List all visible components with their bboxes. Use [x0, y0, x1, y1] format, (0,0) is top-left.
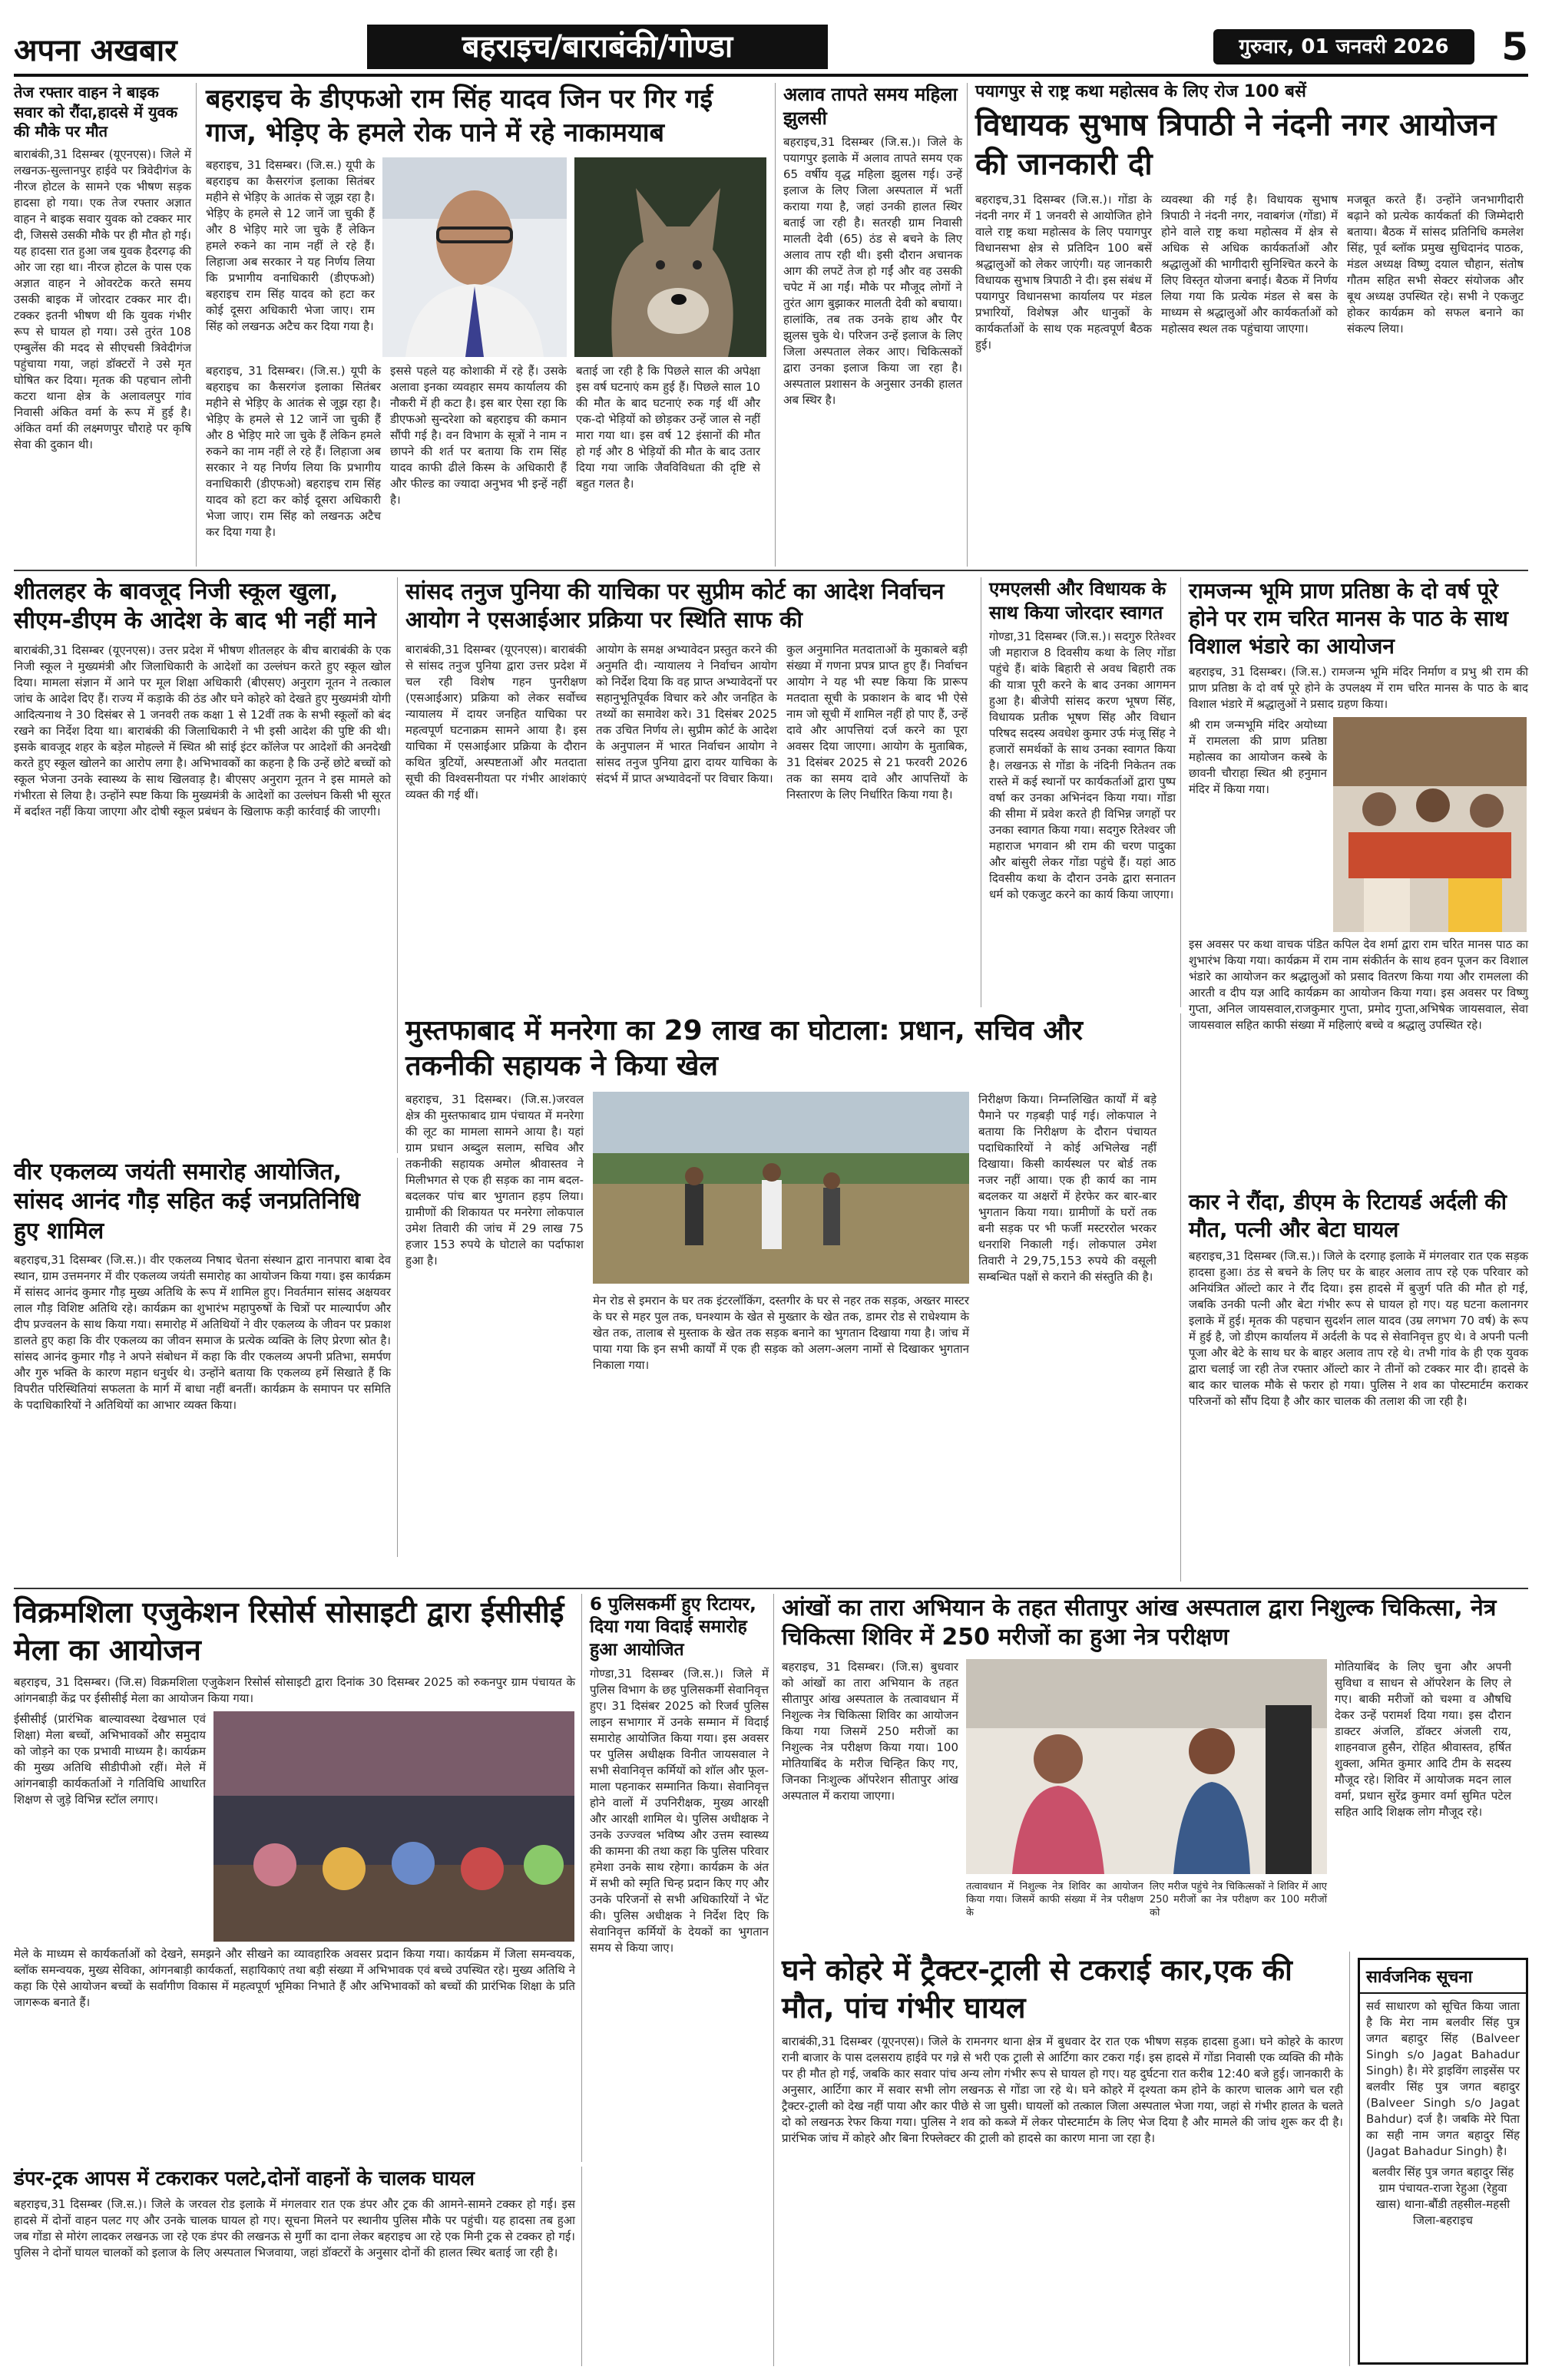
headline: घने कोहरे में ट्रैक्टर-ट्राली से टकराई कार,एक की मौत, पांच गंभीर घायल [782, 1953, 1292, 2025]
bhandara-photo [1333, 717, 1527, 932]
body-col-2: मोतियाबिंद के लिए चुना और अपनी सुविधा व साधन से ऑपरेशन के लिए ले गए। बाकी मरीजों को चश्मा व औषधि देकर उन्हें परामर्श दिया गया। इस दौरान डाक्टर अंजलि, डॉक्टर अंजली राय, शाहनवाज हुसैन, रोहित श्रीवास्तव, हर्षित शुक्ला, अमित कुमार आदि टीम के सदस्य मौजूद रहे। शिविर में आयोजक मदन लाल वर्मा, प्रधान सुरेंद्र कुमार वर्मा सुमित पटेल सहित आदि शिक्षक लोग मौजूद रहे। [1335, 1659, 1511, 1819]
notice-body: सर्व साधारण को सूचित किया जाता है कि मेरा नाम बलवीर सिंह पुत्र जगत बहादुर सिंह (Balveer Singh s/o Jagat Bahadur Singh) है। मेरे ड्राइविंग लाइसेंस पर बलवीर सिंह पुत्र जगत बहादुर (Balveer Singh s/o Jagat Bahdur) दर्ज है। जबकि मेरे पिता का सही नाम जगत बहादुर सिंह (Jagat Bahadur Singh) है। [1366, 1999, 1520, 2158]
photo-caption-left: तत्वावधान में निशुल्क नेत्र शिविर का आयोजन किया गया। जिसमें काफी संख्या में नेत्र परीक्षण के [966, 1880, 1143, 1919]
body-col-3: बताई जा रही है कि पिछले साल की अपेक्षा इस वर्ष घटनाएं कम हुई हैं। पिछले साल 10 की मौत के बाद घटनाएं रुक गई थीं और एक-दो भेड़ियों को छोड़कर उन्हें जाल से नहीं मारा गया था। इस वर्ष 12 इंसानों की मौत हो गई और 8 भेड़ियों की मौत के बाद उतार दिया गया जाकि जैवविविधता की दृष्टि से बहुत गलत है। [576, 364, 760, 491]
headline: विक्रमशिला एजुकेशन रिसोर्स सोसाइटी द्वारा ईसीसीई मेला का आयोजन [14, 1595, 564, 1667]
headline: शीतलहर के बावजूद निजी स्कूल खुला, सीएम-डीएम के आदेश के बाद भी नहीं माने [14, 578, 376, 635]
story-rashtra-katha [975, 83, 1528, 567]
headline: बहराइच के डीएफओ राम सिंह यादव जिन पर गिर गई गाज, भेड़िए के हमले रोक पाने में रहे नाकामयाब [206, 84, 713, 148]
body-col-2: आयोग के समक्ष अभ्यावेदन प्रस्तुत करने की अनुमति दी। न्यायालय ने निर्वाचन आयोग को निर्देश दिया कि वह प्राप्त अभ्यावेदनों पर सहानुभूतिपूर्वक विचार करे और जनहित के तथ्यों का समावेश करे। 31 दिसंबर 2025 तक उचित निर्णय ले। सुप्रीम कोर्ट के आदेश के अनुपालन में भारत निर्वाचन आयोग ने सांसद तनुज पुनिया द्वारा दायर याचिका के संदर्भ में प्राप्त अभ्यावेदनों पर विचार किया। [596, 643, 777, 786]
wolf-photo [574, 157, 766, 357]
side-text: ईसीसीई (प्रारंभिक बाल्यावस्था देखभाल एवं शिक्षा) मेला बच्चों, अभिभावकों और समुदाय को जोड़ने का एक प्रभावी माध्यम है। कार्यक्रम की मुख्य अतिथि सीडीपीओ रहीं। मेले में आंगनबाड़ी कार्यकर्ताओं ने गतिविधि आधारित शिक्षण से जुड़े विभिन्न स्टॉल लगाए। [14, 1712, 206, 1807]
masthead [14, 25, 1528, 71]
newspaper-name: अपना अखबार [14, 33, 177, 68]
masthead-rule [14, 74, 1528, 77]
body-col-3: मजबूत करते हैं। उन्होंने जनभागीदारी बढ़ाने को प्रत्येक कार्यकर्ता की जिम्मेदारी बताया। बैठक में सांसद प्रतिनिधि कमलेश सिंह, पूर्व ब्लॉक प्रमुख सुधिदानंद पाठक, मंडल अध्यक्ष विष्णु दयाल चौहान, संतोष गौतम सहित सभी सेक्टर संयोजक और बूथ अध्यक्ष उपस्थित रहे। सभी ने एकजुट होकर कार्यक्रम को सफल बनाने का संकल्प लिया। [1347, 193, 1524, 336]
divider [14, 1588, 1528, 1589]
story-retired-orderly [1189, 1188, 1528, 1572]
side-text: श्री राम जन्मभूमि मंदिर अयोध्या में रामलला की प्राण प्रतिष्ठा महोत्सव का आयोजन कस्बे के छावनी चौराहा स्थित श्री हनुमान मंदिर में किया गया। [1189, 718, 1327, 797]
body: बाराबंकी,31 दिसम्बर (यूएनएस)। जिले के रामनगर थाना क्षेत्र में बुधवार देर रात एक भीषण सड़क हादसा हुआ। घने कोहरे के कारण रानी बाजार के पास दलसराय हाईवे पर गन्ने से भरी एक ट्राली से आर्टिगा कार टकरा गई। इस हादसे में गोंडा निवासी एक व्यक्ति की मौके पर ही मौत हो गई, जबकि कार सवार पांच अन्य लोग गंभीर रूप से घायल हो गए। यह दुर्घटना रात करीब 12:40 बजे हुई। जानकारी के अनुसार, आर्टिगा कार में सवार सभी लोग लखनऊ से गोंडा जा रहे थे। घने कोहरे में दृश्यता कम होने के कारण चालक आगे चल रही ट्रैक्टर-ट्राली को देख नहीं पाया और कार पीछे से जा घुसी। घायलों को तत्काल जिला अस्पताल भेजा गया, जहां से गंभीर हालत के चलते दो को लखनऊ रेफर किया गया। पुलिस ने शव को कब्जे में लेकर पोस्टमार्टम के लिए भेज दिया है और मामले की जांच शुरू कर दी है। प्रारंभिक जांच में कोहरे और बिना रिफ्लेक्टर की ट्राली को हादसे का कारण माना जा रहा है। [782, 2035, 1343, 2146]
story-police-retire [590, 1594, 774, 2366]
headline: अलाव तापते समय महिला झुलसी [783, 84, 958, 129]
photo-caption-right: लिए मरीज पहुंचे नेत्र चिकित्सकों ने शिविर में आए 250 मरीजों का नेत्र परीक्षण कर 100 मरीजों को [1150, 1880, 1327, 1919]
rest: मेले के माध्यम से कार्यकर्ताओं को देखने, समझने और सीखने का व्यावहारिक अवसर प्रदान किया गया। कार्यक्रम में जिला समन्वयक, ब्लॉक समन्वयक, मुख्य सेविका, आंगनबाड़ी कार्यकर्ता, सहायिकाएं तथा बड़ी संख्या में अभिभावक एवं बच्चे उपस्थित रहे। मुख्य अतिथि ने कहा कि ऐसे आयोजन बच्चों के सर्वांगीण विकास में महत्वपूर्ण भूमिका निभाते हैं और अभिभावकों को बच्चों की प्रारंभिक शिक्षा के प्रति जागरूक बनाते हैं। [14, 1947, 575, 2010]
headline: डंपर-ट्रक आपस में टकराकर पलटे,दोनों वाहनों के चालक घायल [14, 2167, 475, 2190]
body-col-1: बहराइच, 31 दिसम्बर। (जि.स) बुधवार को आंखों का तारा अभियान के तहत सीतापुर आंख अस्पताल के तत्वावधान में निशुल्क नेत्र चिकित्सा शिविर का आयोजन किया गया जिसमें 250 मरीजों का निशुल्क नेत्र परीक्षण किया गया। 100 मोतियाबिंद के मरीज चिन्हित किए गए, जिनका निःशुल्क ऑपरेशन सीतापुर आंख अस्पताल में कराया जाएगा। [782, 1659, 958, 1803]
story-bike-accident [14, 83, 197, 567]
body-col-2: इससे पहले यह कोशाकी में रहे हैं। उसके अलावा इनका व्यवहार समय कार्यालय की नौकरी में ही कटा है। इस बार ऐसा रहा कि डीएफओ सुन्दरेशा को बहराइच की कमान सौंपी गई है। वन विभाग के सूत्रों ने नाम न छापने की शर्त पर बताया कि राम सिंह यादव काफी ढीले किस्म के अधिकारी हैं और फील्ड का ज्यादा अनुभव भी इन्हें नहीं है। [390, 364, 567, 507]
body: गोण्डा,31 दिसम्बर (जि.स.)। सदगुरु रितेश्वर जी महाराज 8 दिवसीय कथा के लिए गोंडा पहुंचे हैं। बांके बिहारी से अवध बिहारी तक की यात्रा पूरी करने के बाद उनका आगमन हुआ है। बीजेपी सांसद करण भूषण सिंह, विधायक प्रतीक भूषण सिंह और विधान परिषद सदस्य अवधेश कुमार उर्फ मंजू सिंह ने हजारों समर्थकों के साथ उनका स्वागत किया है। लखनऊ से गोंडा के नंदिनी निकेतन तक रास्ते में कई स्थानों पर कार्यकर्ताओं द्वारा पुष्प वर्षा कर उनका अभिनंदन किया गया। गोंडा की सीमा में प्रवेश करते ही विभिन्न जगहों पर उनका स्वागत किया गया। सदगुरु रितेश्वर जी महाराज भगवान श्री राम की चरण पादुका और बांसुरी लेकर गोंडा पहुंचे हैं। यहां आठ दिवसीय कथा के दौरान उनके द्वारा सनातन धर्म को एकजुट करने का कार्य किया जाएगा। [989, 630, 1176, 902]
page-number: 5 [1501, 25, 1528, 69]
story-eklavya [14, 1158, 398, 1557]
body-col-1: बहराइच, 31 दिसम्बर। (जि.स.)जरवल क्षेत्र की मुस्तफाबाद ग्राम पंचायत में मनरेगा की लूट का मामला सामने आया है। यहां ग्राम प्रधान अब्दुल सलाम, सचिव और तकनीकी सहायक अमोल श्रीवास्तव ने मिलीभगत से एक ही सड़क का नाम बदल-बदलकर पांच बार भुगतान हड़प लिया। ग्रामीणों की शिकायत पर मनरेगा लोकपाल उमेश तिवारी की जांच में 29 लाख 75 हजार 153 रुपये के घोटाले का पर्दाफाश हुआ है। [405, 1092, 584, 1268]
eye-camp-photo [966, 1659, 1327, 1874]
body: बाराबंकी,31 दिसम्बर (यूएनएस)। जिले में लखनऊ-सुल्तानपुर हाईवे पर त्रिवेदीगंज के नीरज होटल के सामने एक भीषण सड़क हादसा हो गया। एक तेज रफ्तार अज्ञात वाहन ने बाइक सवार युवक को टक्कर मार दी, जिससे उसकी मौके पर ही मौत हो गई। यह हादसा रात हुआ जब युवक हैदरगढ़ की ओर जा रहा था। नीरज होटल के पास एक अज्ञात वाहन ने ओवरटेक करते समय उसकी बाइक में जोरदार टक्कर मार दी। टक्कर इतनी भीषण थी कि युवक गंभीर रूप से घायल हो गया। उसे तुरंत 108 एम्बुलेंस की मदद से सीएचसी त्रिवेदीगंज पहुंचाया गया, जहां डॉक्टरों ने उसे मृत घोषित कर दिया। मृतक की पहचान लोनी कटरा थाना क्षेत्र के अलावलपुर गांव निवासी अंकित वर्मा के रूप में हुई है। अंकित वर्मा की लक्ष्मणपुर चौराहे पर कृषि सेवा की दुकान थी। [14, 147, 191, 451]
body: बहराइच,31 दिसम्बर (जि.स.)। जिले के जरवल रोड इलाके में मंगलवार रात एक डंपर और ट्रक की आमने-सामने टक्कर हो गई। इस हादसे में दोनों वाहन पलट गए और उनके चालक घायल हो गए। सूचना मिलने पर स्थानीय पुलिस मौके पर पहुंची। यह हादसा तब हुआ जब गोंडा से मोरंग लादकर लखनऊ जा रहे एक डंपर की लखनऊ से मुर्गी का दाना लेकर बहराइच आ रहे एक मिनी ट्रक से टक्कर हो गई। पुलिस ने दोनों घायल चालकों को इलाज के लिए अस्पताल भिजवाया, जहां डॉक्टरों के अनुसार दोनों की हालत स्थिर बताई जा रही है। [14, 2197, 575, 2260]
headline: तेज रफ्तार वाहन ने बाइक सवार को रौंदा,हादसे में युवक की मौके पर मौत [14, 83, 178, 141]
headline: मुस्तफाबाद में मनरेगा का 29 लाख का घोटाला: प्रधान, सचिव और तकनीकी सहायक ने किया खेल [405, 1015, 1083, 1083]
story-school-open [14, 577, 398, 1153]
photo-wolf [574, 157, 766, 357]
body: बहराइच,31 दिसम्बर (जि.स.)। जिले के पयागपुर इलाके में अलाव तापते समय एक 65 वर्षीय वृद्ध महिला झुलस गई। उन्हें इलाज के लिए जिला अस्पताल में भर्ती कराया गया है, जहां उनकी हालत स्थिर बताई जा रही है। सतरही ग्राम निवासी मालती देवी (65) ठंड से बचने के लिए अलाव ताप रही थी। इसी दौरान अचानक आग की लपटें तेज हो गईं और वह उसकी चपेट में आ गईं। मौके पर मौजूद लोगों ने तुरंत आग बुझाकर मालती देवी को बचाया। हालांकि, तब तक उनके हाथ और पैर झुलस चुके थे। परिजन उन्हें इलाज के लिए जिला अस्पताल लेकर आए। चिकित्सकों द्वारा उनका इलाज किया जा रहा है। अस्पताल प्रशासन के अनुसार उनकी हालत अब स्थिर है। [783, 135, 962, 408]
notice-title: सार्वजनिक सूचना [1360, 1960, 1526, 1994]
body: गोण्डा,31 दिसम्बर (जि.स.)। जिले में पुलिस विभाग के छह पुलिसकर्मी सेवानिवृत्त हुए। 31 दिसंबर 2025 को रिजर्व पुलिस लाइन सभागार में उनके सम्मान में विदाई समारोह आयोजित किया गया। इस अवसर पर पुलिस अधीक्षक विनीत जायसवाल ने सभी सेवानिवृत्त कर्मियों को शॉल और फूल-माला पहनाकर सम्मानित किया। सेवानिवृत्त होने वालों में उपनिरीक्षक, मुख्य आरक्षी और आरक्षी शामिल थे। पुलिस अधीक्षक ने उनके उज्ज्वल भविष्य और उत्तम स्वास्थ्य की कामना की तथा कहा कि पुलिस परिवार हमेशा उनके साथ रहेगा। कार्यक्रम के अंत में सभी को स्मृति चिन्ह प्रदान किए गए और उनके परिजनों से सभी अधिकारियों ने भेंट की। पुलिस अधीक्षक ने निर्देश दिए कि सेवानिवृत्त कर्मियों के देयकों का भुगतान समय से किया जाए। [590, 1667, 769, 1955]
story-mnrega-scam [405, 1013, 1181, 1582]
headline: विधायक सुभाष त्रिपाठी ने नंदनी नगर आयोजन की जानकारी दी [975, 107, 1497, 183]
body-col-2: व्यवस्था की गई है। विधायक सुभाष त्रिपाठी ने नंदनी नगर, नवाबगंज (गोंडा) में होने वाले राष्ट्र कथा महोत्सव में क्षेत्र से अधिक से अधिक कार्यकर्ताओं और श्रद्धालुओं की भागीदारी सुनिश्चित करने के लिए विस्तृत योजना बनाई। बैठक में निर्णय लिया गया कि प्रत्येक मंडल से बस के माध्यम से श्रद्धालुओं और कार्यकर्ताओं को महोत्सव स्थल तक पहुंचाया जाएगा। [1161, 193, 1338, 336]
body-col-1b: बहराइच, 31 दिसम्बर। (जि.स.) यूपी के बहराइच का कैसरगंज इलाका सितंबर महीने से भेड़िए के आतंक से जूझ रहा है। भेड़िए के हमले से 12 जानें जा चुकी हैं और 8 भेड़िए मारे जा चुके हैं लेकिन हमले रुकने का नाम नहीं ले रहे हैं। लिहाजा अब सरकार ने यह निर्णय लिया कि प्रभागीय वनाधिकारी (डीएफओ) बहराइच राम सिंह यादव को हटा कर कोई दूसरा अधिकारी भेजा जाए। राम सिंह को लखनऊ अटैच कर दिया गया है। [206, 364, 381, 540]
story-dfo-wolf [206, 83, 776, 567]
story-ecce-mela [14, 1594, 582, 2162]
body-col-2: मेन रोड से इमरान के घर तक इंटरलॉकिंग, दस्तगीर के घर से नहर तक सड़क, अख्तर मास्टर के घर से महर पुल तक, घनश्याम के खेत से मुख्तार के खेत तक, डामर रोड से राधेश्याम के खेत तक, तालाब से मुस्ताक के खेत तक सड़क बनाने का भुगतान दिखाया गया है। जांच में पाया गया कि इन सभी कार्यों में एक ही सड़क को अलग-अलग नामों से दिखाकर भुगतान निकाला गया। [593, 1294, 969, 1373]
mela-photo [213, 1711, 574, 1942]
story-ram-janmabhoomi [1189, 577, 1528, 1184]
lead: बहराइच, 31 दिसम्बर। (जि.स) विक्रमशिला एजुकेशन रिसोर्स सोसाइटी द्वारा दिनांक 30 दिसम्बर 2025 को रुकनपुर ग्राम पंचायत के आंगनबाड़ी केंद्र पर ईसीसीई मेला का आयोजन किया गया। [14, 1675, 575, 1706]
body: बाराबंकी,31 दिसम्बर (यूएनएस)। उत्तर प्रदेश में भीषण शीतलहर के बीच बाराबंकी के एक निजी स्कूल ने मुख्यमंत्री और जिलाधिकारी के आदेशों का उल्लंघन करते हुए स्कूल खोल दिया। मामला संज्ञान में आने पर मूल शिक्षा अधिकारी (बीएसए) अनुराग नूतन ने तत्काल जांच के आदेश दिए हैं। राज्य में कड़ाके की ठंड और घने कोहरे को देखते हुए मुख्यमंत्री योगी आदित्यनाथ ने 30 दिसंबर से 1 जनवरी तक कक्षा 1 से 12वीं तक के सभी स्कूलों को बंद रखने का निर्देश दिया था। बाराबंकी की जिलाधिकारी ने भी इसी आदेश की पुष्टि की थी। इसके बावजूद शहर के बड़ेल मोहल्ले में स्थित श्री सांई इंटर कॉलेज पर आदेशों की अनदेखी करते हुए स्कूल खोलने का आरोप लगा है। अभिभावकों का कहना है कि उन्हें छोटे बच्चों को स्कूल भेजना उनके स्वास्थ्य के साथ खिलवाड़ है। बीएसए अनुराग नूतन ने इस मामले को गंभीरता से लिया है। उन्होंने स्पष्ट किया कि मुख्यमंत्री के आदेशों का उल्लंघन किसी भी सूरत में बर्दाश्त नहीं किया जाएगा और दोषी स्कूल प्रबंधन के खिलाफ कड़ी कार्रवाई की जाएगी। [14, 643, 391, 818]
photo-officer [382, 157, 567, 357]
notice-signature: बलवीर सिंह पुत्र जगत बहादुर सिंह ग्राम पंचायत-राजा रेहुआ (रेहुवा खास) थाना-बौंडी तहसील-महसी जिला-बहराइच [1372, 2165, 1514, 2227]
edition-banner: बहराइच/बाराबंकी/गोण्डा [367, 25, 828, 69]
lead: बहराइच, 31 दिसम्बर। (जि.स.) रामजन्म भूमि मंदिर निर्माण व प्रभु श्री राम की प्राण प्रतिष्ठा के दो वर्ष पूरे होने के उपलक्ष्य में राम चरित मानस के पाठ के बाद विशाल भंडारे में श्रद्धालुओं ने प्रसाद ग्रहण किया। [1189, 665, 1528, 712]
story-dumper-truck [14, 2167, 582, 2366]
story-woman-burnt [783, 83, 968, 567]
headline: सांसद तनुज पुनिया की याचिका पर सुप्रीम कोर्ट का आदेश निर्वाचन आयोग ने एसआईआर प्रक्रिया पर स्थिति साफ की [405, 578, 945, 633]
headline: आंखों का तारा अभियान के तहत सीतापुर आंख अस्पताल द्वारा निशुल्क चिकित्सा, नेत्र चिकित्सा शिविर में 250 मरीजों का हुआ नेत्र परीक्षण [782, 1595, 1497, 1651]
inspection-photo [593, 1092, 969, 1284]
story-welcome [989, 577, 1181, 1007]
body-col-1: बहराइच, 31 दिसम्बर। (जि.स.) यूपी के बहराइच का कैसरगंज इलाका सितंबर महीने से भेड़िए के आतंक से जूझ रहा है। भेड़िए के हमले से 12 जानें जा चुकी हैं और 8 भेड़िए मारे जा चुके हैं लेकिन हमले रुकने का नाम नहीं ले रहे हैं। लिहाजा अब सरकार ने यह निर्णय लिया कि प्रभागीय वनाधिकारी (डीएफओ) बहराइच राम सिंह यादव को हटा कर कोई दूसरा अधिकारी भेजा जाए। राम सिंह को लखनऊ अटैच कर दिया गया है। [206, 158, 375, 334]
body-col-3: निरीक्षण किया। निम्नलिखित कार्यों में बड़े पैमाने पर गड़बड़ी पाई गई। लोकपाल ने बताया कि निरीक्षण के दौरान पंचायत पदाधिकारियों ने कोई अभिलेख नहीं दिखाया। किसी कार्यस्थल पर बोर्ड तक नजर नहीं आया। एक ही कार्य का नाम बदलकर या अक्षरों में हेरफेर कर बार-बार भुगतान किया गया। ग्रामीणों के घरों तक बनी सड़क पर भी फर्जी मस्टररोल भरकर धनराशि निकाली गई। लोकपाल उमेश तिवारी ने 29,75,153 रुपये की वसूली सम्बन्धित पक्षों से कराने की संस्तुति की है। [978, 1092, 1156, 1284]
rest: इस अवसर पर कथा वाचक पंडित कपिल देव शर्मा द्वारा राम चरित मानस पाठ का शुभारंभ किया गया। कार्यक्रम में राम नाम संकीर्तन के साथ हवन पूजन कर विशाल भंडारे का आयोजन कर श्रद्धालुओं को प्रसाद वितरण किया गया और रामलला की आरती व दीप यज्ञ आदि कार्यक्रम का आयोजन किया गया। इस अवसर पर विष्णु गुप्ता, अनिल जायसवाल,राजकुमार गुप्ता, प्रमोद गुप्ता,अभिषेक जायसवाल, सेवा जायसवाल सहित काफी संख्या में महिलाएं बच्चे व श्रद्धालु उपस्थित रहे। [1189, 937, 1528, 1033]
headline: वीर एकलव्य जयंती समारोह आयोजित, सांसद आनंद गौड़ सहित कई जनप्रतिनिधि हुए शामिल [14, 1159, 360, 1245]
kicker: पयागपुर से राष्ट्र कथा महोत्सव के लिए रोज 100 बसें [975, 82, 1306, 101]
story-fog-accident [782, 1952, 1350, 2366]
body-col-3: कुल अनुमानित मतदाताओं के मुकाबले बड़ी संख्या में गणना प्रपत्र प्राप्त हुए हैं। निर्वाचन आयोग ने यह भी स्पष्ट किया कि प्रारूप मतदाता सूची के प्रकाशन के बाद भी ऐसे नाम जो सूची में शामिल नहीं हो पाए हैं, उन्हें दावे और आपत्तियां दर्ज करने का पूरा अवसर दिया जाएगा। आयोग के मुताबिक, 31 दिसंबर 2025 से 21 फरवरी 2026 तक का समय दावे और आपत्तियों के निस्तारण के लिए निर्धारित किया गया है। [786, 643, 968, 802]
headline: 6 पुलिसकर्मी हुए रिटायर, दिया गया विदाई समारोह हुआ आयोजित [590, 1595, 756, 1660]
story-eye-camp [782, 1594, 1528, 1947]
public-notice-box [1358, 1958, 1528, 2365]
body-col-1: बाराबंकी,31 दिसम्बर (यूएनएस)। बाराबंकी से सांसद तनुज पुनिया द्वारा उत्तर प्रदेश में चल रही विशेष गहन पुनरीक्षण (एसआईआर) प्रक्रिया को लेकर सर्वोच्च न्यायालय में दायर जनहित याचिका पर महत्वपूर्ण घटनाक्रम सामने आया है। इस याचिका में एसआईआर प्रक्रिया के दौरान कथित त्रुटियों, अस्पष्टताओं और मतदाता सूची की विश्वसनीयता पर गंभीर आशंकाएं व्यक्त की गई थीं। [405, 643, 587, 802]
headline: रामजन्म भूमि प्राण प्रतिष्ठा के दो वर्ष पूरे होने पर राम चरित मानस के पाठ के साथ विशाल भंडारे का आयोजन [1189, 578, 1508, 659]
headline: एमएलसी और विधायक के साथ किया जोरदार स्वागत [989, 578, 1166, 623]
issue-date: गुरुवार, 01 जनवरी 2026 [1213, 29, 1474, 64]
story-sir-supreme-court [405, 577, 981, 1007]
officer-photo [382, 157, 567, 357]
body-col-1: बहराइच,31 दिसम्बर (जि.स.)। गोंडा के नंदनी नगर में 1 जनवरी से आयोजित होने वाले राष्ट्र कथा महोत्सव के लिए पयागपुर विधानसभा क्षेत्र से प्रतिदिन 100 बसें श्रद्धालुओं को लेकर जाएंगी। यह जानकारी विधायक सुभाष त्रिपाठी ने दी। इस संबंध में पयागपुर विधानसभा कार्यालय पर मंडल प्रभारियों, विशेषज्ञ और धानुकों के कार्यकर्ताओं के साथ एक महत्वपूर्ण बैठक हुई। [975, 193, 1152, 352]
divider [14, 570, 1528, 571]
body: बहराइच,31 दिसम्बर (जि.स.)। जिले के दरगाह इलाके में मंगलवार रात एक सड़क हादसा हुआ। ठंड से बचने के लिए घर के बाहर अलाव ताप रहे एक परिवार को अनियंत्रित ऑल्टो कार ने रौंद दिया। इस हादसे में बुजुर्ग पति की मौत हो गई, जबकि उनकी पत्नी और बेटा गंभीर रूप से घायल हो गए। यह घटना कलानगर इलाके में हुई। मृतक की पहचान सुदर्शन लाल यादव (उम्र लगभग 70 वर्ष) के रूप में हुई है, जो डीएम कार्यालय में अर्दली के पद से सेवानिवृत्त हुए थे। वे अपनी पत्नी पूजा और बेटे के साथ घर के बाहर अलाव ताप रहे थे। तभी गांव के ही एक युवक द्वारा चलाई जा रही तेज रफ्तार ऑल्टो कार ने तीनों को टक्कर मार दी। हादसे के बाद कार चालक मौके से फरार हो गया। पुलिस ने शव का पोस्टमार्टम कराकर परिजनों को सौंप दिया है और कार चालक की तलाश की जा रही है। [1189, 1248, 1528, 1408]
headline: कार ने रौंदा, डीएम के रिटायर्ड अर्दली की मौत, पत्नी और बेटा घायल [1189, 1189, 1507, 1242]
body: बहराइच,31 दिसम्बर (जि.स.)। वीर एकलव्य निषाद चेतना संस्थान द्वारा नानपारा बाबा देव स्थान, ग्राम उत्तमनगर में वीर एकलव्य जयंती समारोह का आयोजन किया गया। इस कार्यक्रम में सांसद आनंद कुमार गौड़ मुख्य अतिथि के रूप में शामिल हुए। निवर्तमान सांसद अक्षयवर लाल गौड़ विशिष्ट अतिथि रहे। कार्यक्रम का शुभारंभ महापुरुषों के चित्रों पर माल्यार्पण और दीप प्रज्वलन के साथ किया गया। समारोह में अतिथियों ने वीर एकलव्य के जीवन पर प्रकाश डालते हुए कहा कि वीर एकलव्य का जीवन समाज के प्रत्येक व्यक्ति के लिए प्रेरणा स्रोत है। सांसद आनंद कुमार गौड़ ने अपने संबोधन में कहा कि वीर एकलव्य अपनी प्रतिभा, समर्पण और गुरु भक्ति के कारण महान धनुर्धर थे। उन्होंने बताया कि एकलव्य हमें सिखाते हैं कि विपरीत परिस्थितियां सफलता के मार्ग में बाधा नहीं बनतीं। कार्यक्रम के समापन पर समिति के पदाधिकारियों ने अतिथियों का आभार व्यक्त किया। [14, 1253, 391, 1413]
